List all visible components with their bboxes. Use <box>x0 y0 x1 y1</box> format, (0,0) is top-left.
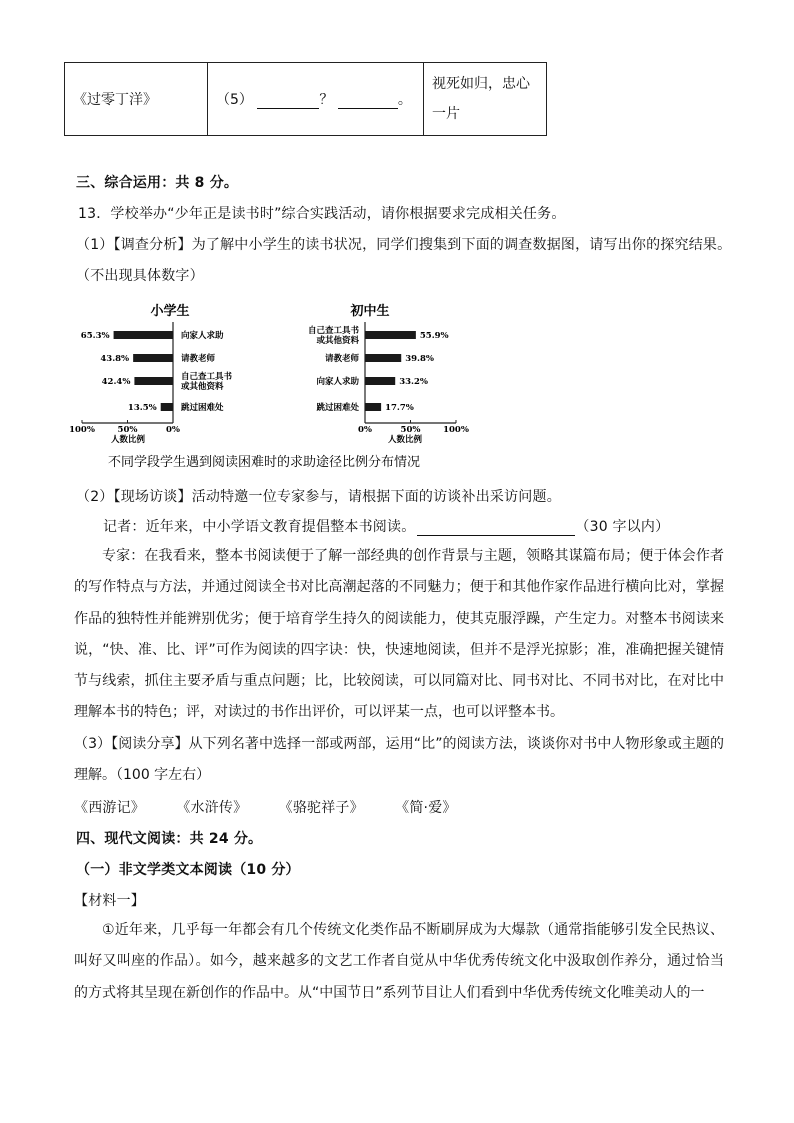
chart-title-primary: 小学生 <box>150 304 190 319</box>
x-tick-label-primary: 50% <box>117 425 138 435</box>
bar-label-junior: 33.2% <box>399 377 428 387</box>
category-label-junior: 向家人求助 <box>316 377 359 387</box>
table-cell-blank <box>208 63 424 136</box>
section3-heading: 三、综合运用：共 8 分。 <box>76 175 239 191</box>
category-label-junior: 或其他资料 <box>316 336 359 346</box>
category-label-primary: 请教老师 <box>181 354 216 364</box>
meaning-line-1: 视死如归，忠心 <box>432 76 530 92</box>
bar-junior-2 <box>365 354 401 362</box>
category-label-primary: 跳过困难处 <box>181 403 224 413</box>
category-label-primary: 向家人求助 <box>181 331 224 341</box>
category-label-junior: 请教老师 <box>324 354 359 364</box>
bar-junior-1 <box>365 331 416 339</box>
blank-number: （5） <box>216 92 253 108</box>
reporter-line <box>103 516 669 536</box>
material-paragraph-1: ①近年来，几乎每一年都会有几个传统文化类作品不断刷屏成为大爆款（通常指能够引发全民热议、叫好又叫座的作品）。如今，越来越多的文艺工作者自觉从中华优秀传统文化中汲取创作养分，通过恰当的方式将其呈现在新创作的作品中。从“中国节日”系列节目让人们看到中华优秀传统文化唯美动人的一 <box>74 922 724 1001</box>
bar-label-primary: 42.4% <box>101 377 131 387</box>
meaning-line-2: 一片 <box>432 106 460 122</box>
bar-label-junior: 39.8% <box>405 354 434 364</box>
question-13: 13．学校举办“少年正是读书时”综合实践活动，请你根据要求完成相关任务。 <box>78 206 566 222</box>
x-tick-label-junior: 0% <box>358 425 372 435</box>
x-tick-label-junior: 50% <box>400 425 421 435</box>
bar-label-primary: 13.5% <box>127 403 157 413</box>
chart-title-junior: 初中生 <box>350 304 390 319</box>
bar-primary-2 <box>133 354 173 362</box>
book-list <box>74 797 457 817</box>
section4-subheading: （一）非文学类文本阅读（10 分） <box>76 862 300 878</box>
bar-label-primary: 43.8% <box>100 354 130 364</box>
question-13-1-note: （不出现具体数字） <box>76 268 204 284</box>
material-label: 【材料一】 <box>74 893 145 909</box>
category-label-primary: 自己查工具书 <box>181 372 233 382</box>
blank-separator: ？ <box>319 92 334 108</box>
survey-chart <box>69 298 476 476</box>
blank-end: 。 <box>397 92 412 108</box>
book-item: 《西游记》 <box>74 800 145 816</box>
reporter-text: 记者：近年来，中小学语文教育提倡整本书阅读 <box>103 519 402 535</box>
fill-blank-1[interactable] <box>257 93 319 109</box>
bar-junior-3 <box>365 377 395 385</box>
x-axis-label-junior: 人数比例 <box>387 435 423 445</box>
expert-paragraph: 专家：在我看来，整本书阅读便于了解一部经典的创作背景与主题，领略其谋篇布局；便于体会作者的写作特点与方法，并通过阅读全书对比高潮起落的不同魅力；便于和其他作家作品进行横向比对，掌握作品的独特性并能辨别优劣；便于培育学生持久的阅读能力，使其克服浮躁，产生定力。对整本书阅读来说，“快、准、比、评”可作为阅读的四字诀：快，快速地阅读，但并不是浮光掠影；准，准确把握关键情节与线索，抓住主要矛盾与重点问题；比，比较阅读，可以同篇对比、同书对比、不同书对比，在对比中理解本书的特色；评，对读过的书作出评价，可以评某一点，也可以评整本书。 <box>74 548 724 721</box>
question-13-2: （2）【现场访谈】活动特邀一位专家参与，请根据下面的访谈补出采访问题。 <box>76 489 561 505</box>
question-13-3: （3）【阅读分享】从下列名著中选择一部或两部，运用“比”的阅读方法，谈谈你对书中人物形象或主题的理解。（100 字左右） <box>74 736 724 784</box>
bar-primary-3 <box>134 377 173 385</box>
reporter-limit: （30 字以内） <box>575 519 670 535</box>
bar-label-junior: 17.7% <box>385 403 414 413</box>
fill-blank-2[interactable] <box>338 93 398 109</box>
category-label-junior: 跳过困难处 <box>316 403 359 413</box>
table-row <box>65 63 547 136</box>
answer-table <box>64 62 547 136</box>
x-tick-label-primary: 100% <box>69 425 95 435</box>
bar-primary-4 <box>161 403 173 411</box>
bar-junior-4 <box>365 403 381 411</box>
x-tick-label-primary: 0% <box>166 425 180 435</box>
x-tick-label-junior: 100% <box>443 425 469 435</box>
interview-question-blank[interactable] <box>417 520 575 536</box>
bar-primary-1 <box>114 331 173 339</box>
table-cell-meaning <box>424 63 547 136</box>
question-13-1: （1）【调查分析】为了解中小学生的读书状况，同学们搜集到下面的调查数据图，请写出你的探究结果。 <box>76 237 732 253</box>
bar-label-primary: 65.3% <box>80 331 110 341</box>
category-label-primary: 或其他资料 <box>181 382 224 392</box>
book-item: 《骆驼祥子》 <box>278 800 364 816</box>
chart-caption: 不同学段学生遇到阅读困难时的求助途径比例分布情况 <box>108 455 421 470</box>
category-label-junior: 自己查工具书 <box>307 326 359 336</box>
reporter-mark: 。 <box>401 519 416 535</box>
x-axis-label-primary: 人数比例 <box>110 435 146 445</box>
section4-heading: 四、现代文阅读：共 24 分。 <box>76 831 263 847</box>
book-item: 《简·爱》 <box>395 800 457 816</box>
bar-label-junior: 55.9% <box>419 331 449 341</box>
book-item: 《水浒传》 <box>176 800 248 816</box>
table-cell-poem <box>65 63 208 136</box>
poem-title: 《过零丁洋》 <box>73 92 157 108</box>
